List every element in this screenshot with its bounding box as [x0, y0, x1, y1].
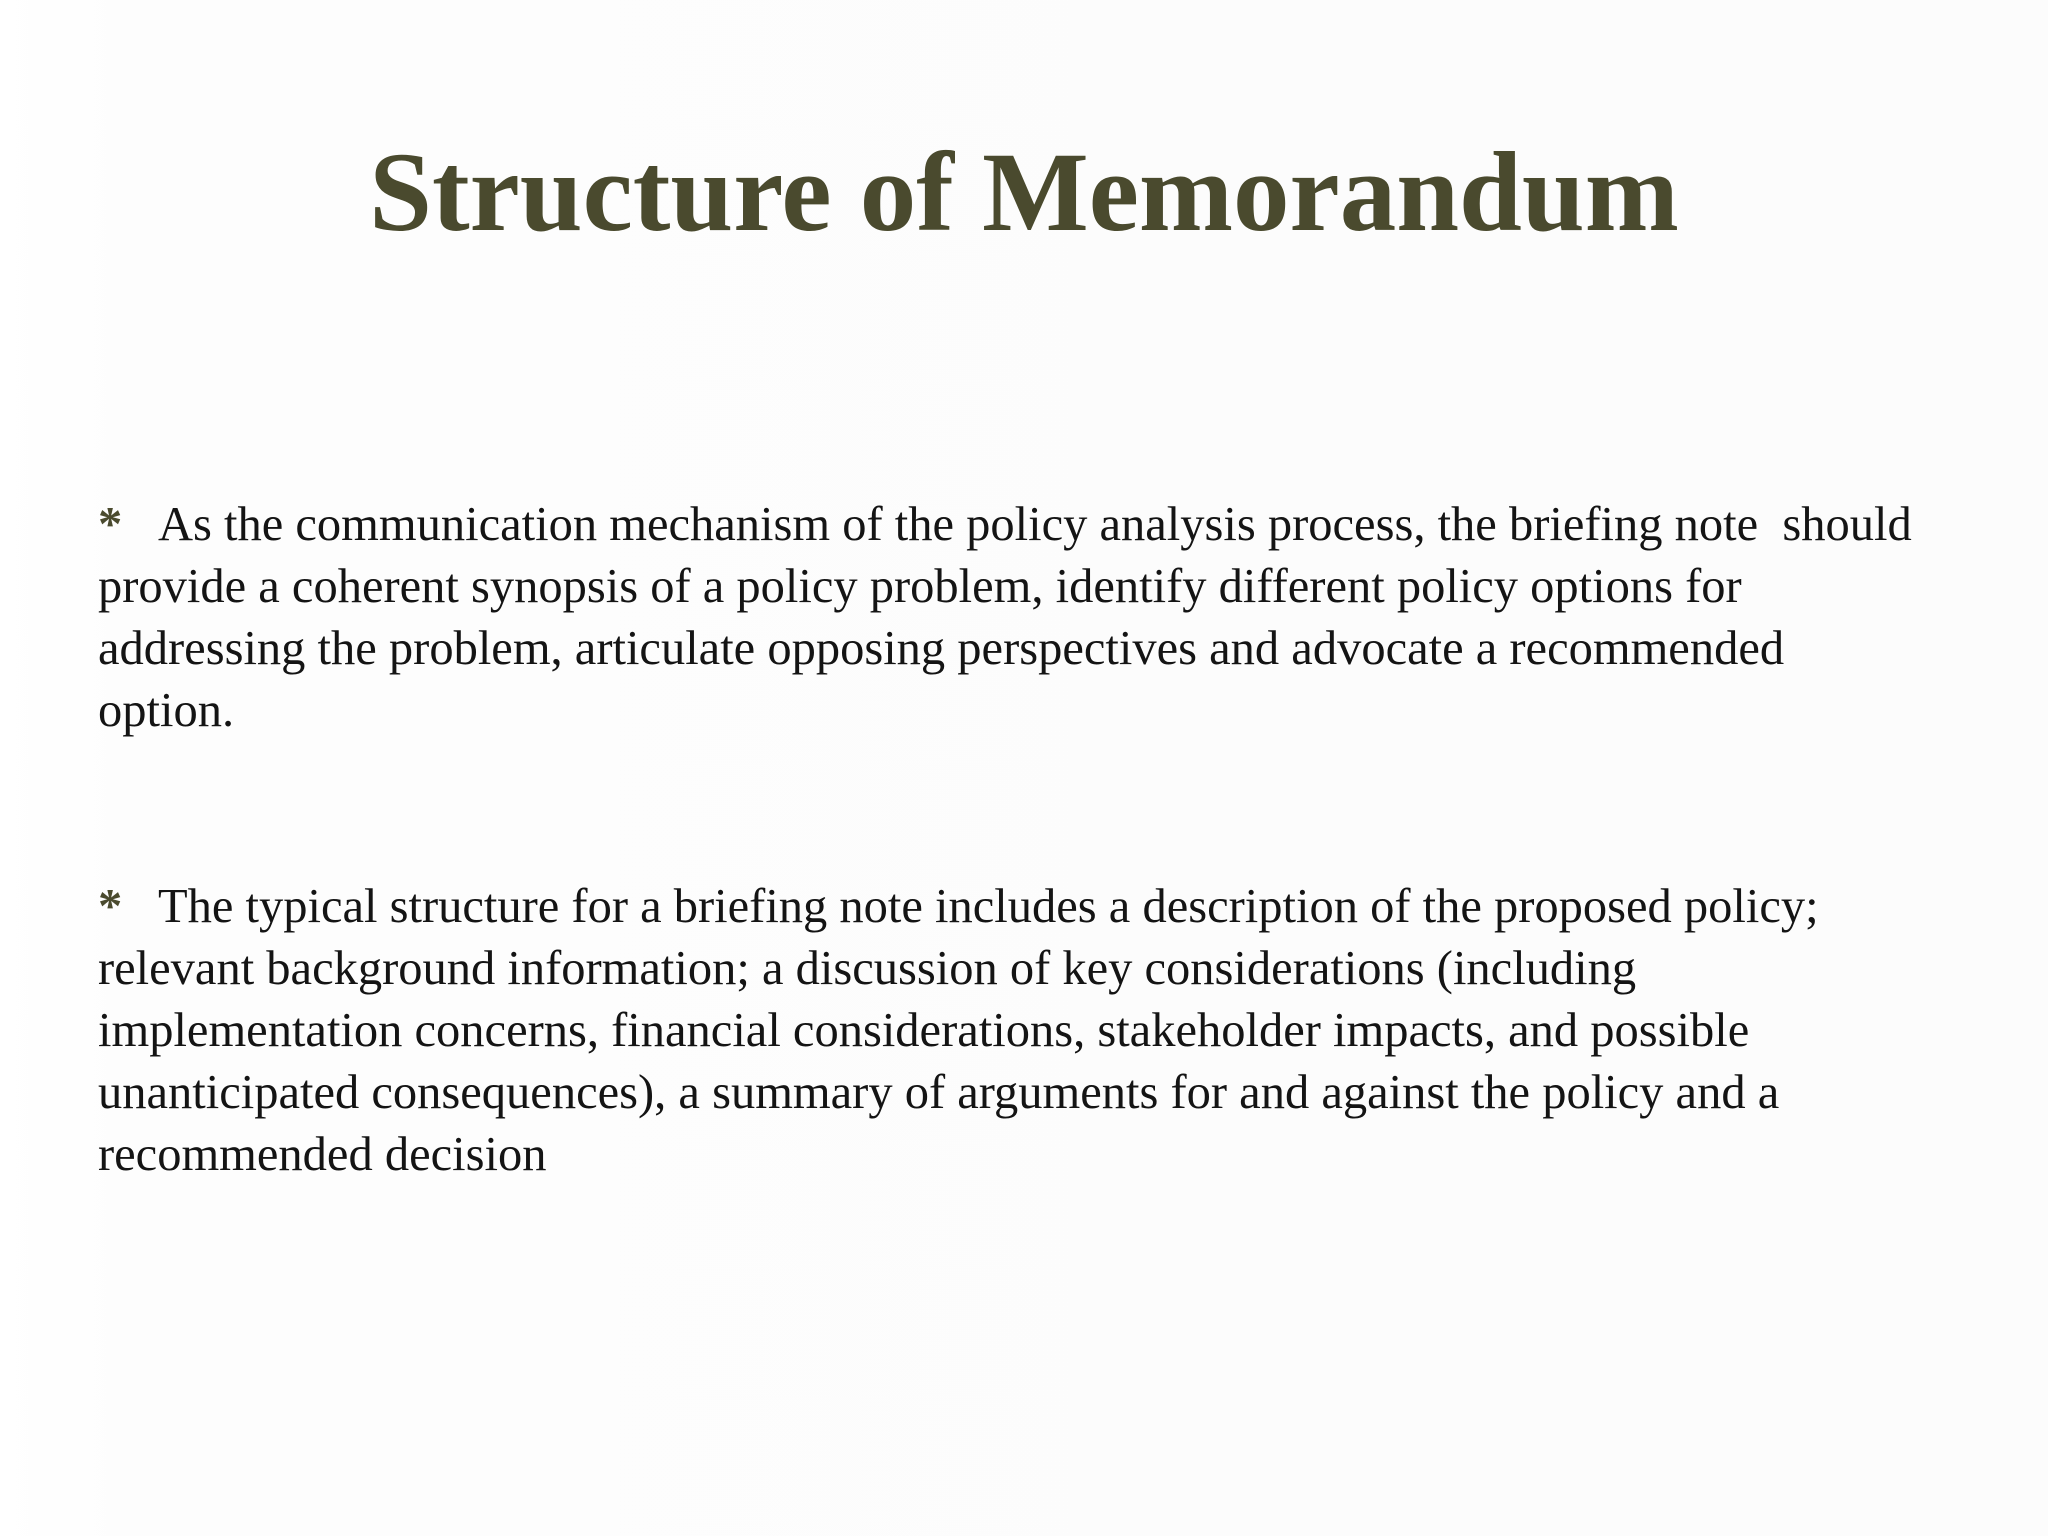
bullet-marker: *	[98, 498, 123, 551]
paragraph-1-line-4: option.	[98, 684, 235, 737]
paragraph-1-line-3: addressing the problem, articulate opposing perspectives and advocate a recommended	[98, 622, 1785, 675]
paragraph-2-line-1-text: The typical structure for a briefing note includes a description of the proposed policy;	[158, 880, 1819, 933]
paragraph-2-line-4: unanticipated consequences), a summary of arguments for and against the policy and a	[98, 1066, 1780, 1119]
bullet-paragraph-2	[98, 876, 2023, 1186]
paragraph-1-line-1	[98, 494, 2023, 556]
paragraph-2-line-1	[98, 876, 2023, 938]
paragraph-1-line-1-text: As the communication mechanism of the policy analysis process, the briefing note should	[158, 498, 1912, 551]
bullet-marker: *	[98, 880, 123, 933]
paragraph-2-line-3: implementation concerns, financial considerations, stakeholder impacts, and possible	[98, 1004, 1750, 1057]
paragraph-2-line-5: recommended decision	[98, 1128, 547, 1181]
paragraph-2-line-2: relevant background information; a discussion of key considerations (including	[98, 942, 1637, 995]
paragraph-1-line-2: provide a coherent synopsis of a policy problem, identify different policy options for	[98, 560, 1742, 613]
bullet-paragraph-1	[98, 494, 2023, 742]
slide-title: Structure of Memorandum	[369, 130, 1679, 255]
